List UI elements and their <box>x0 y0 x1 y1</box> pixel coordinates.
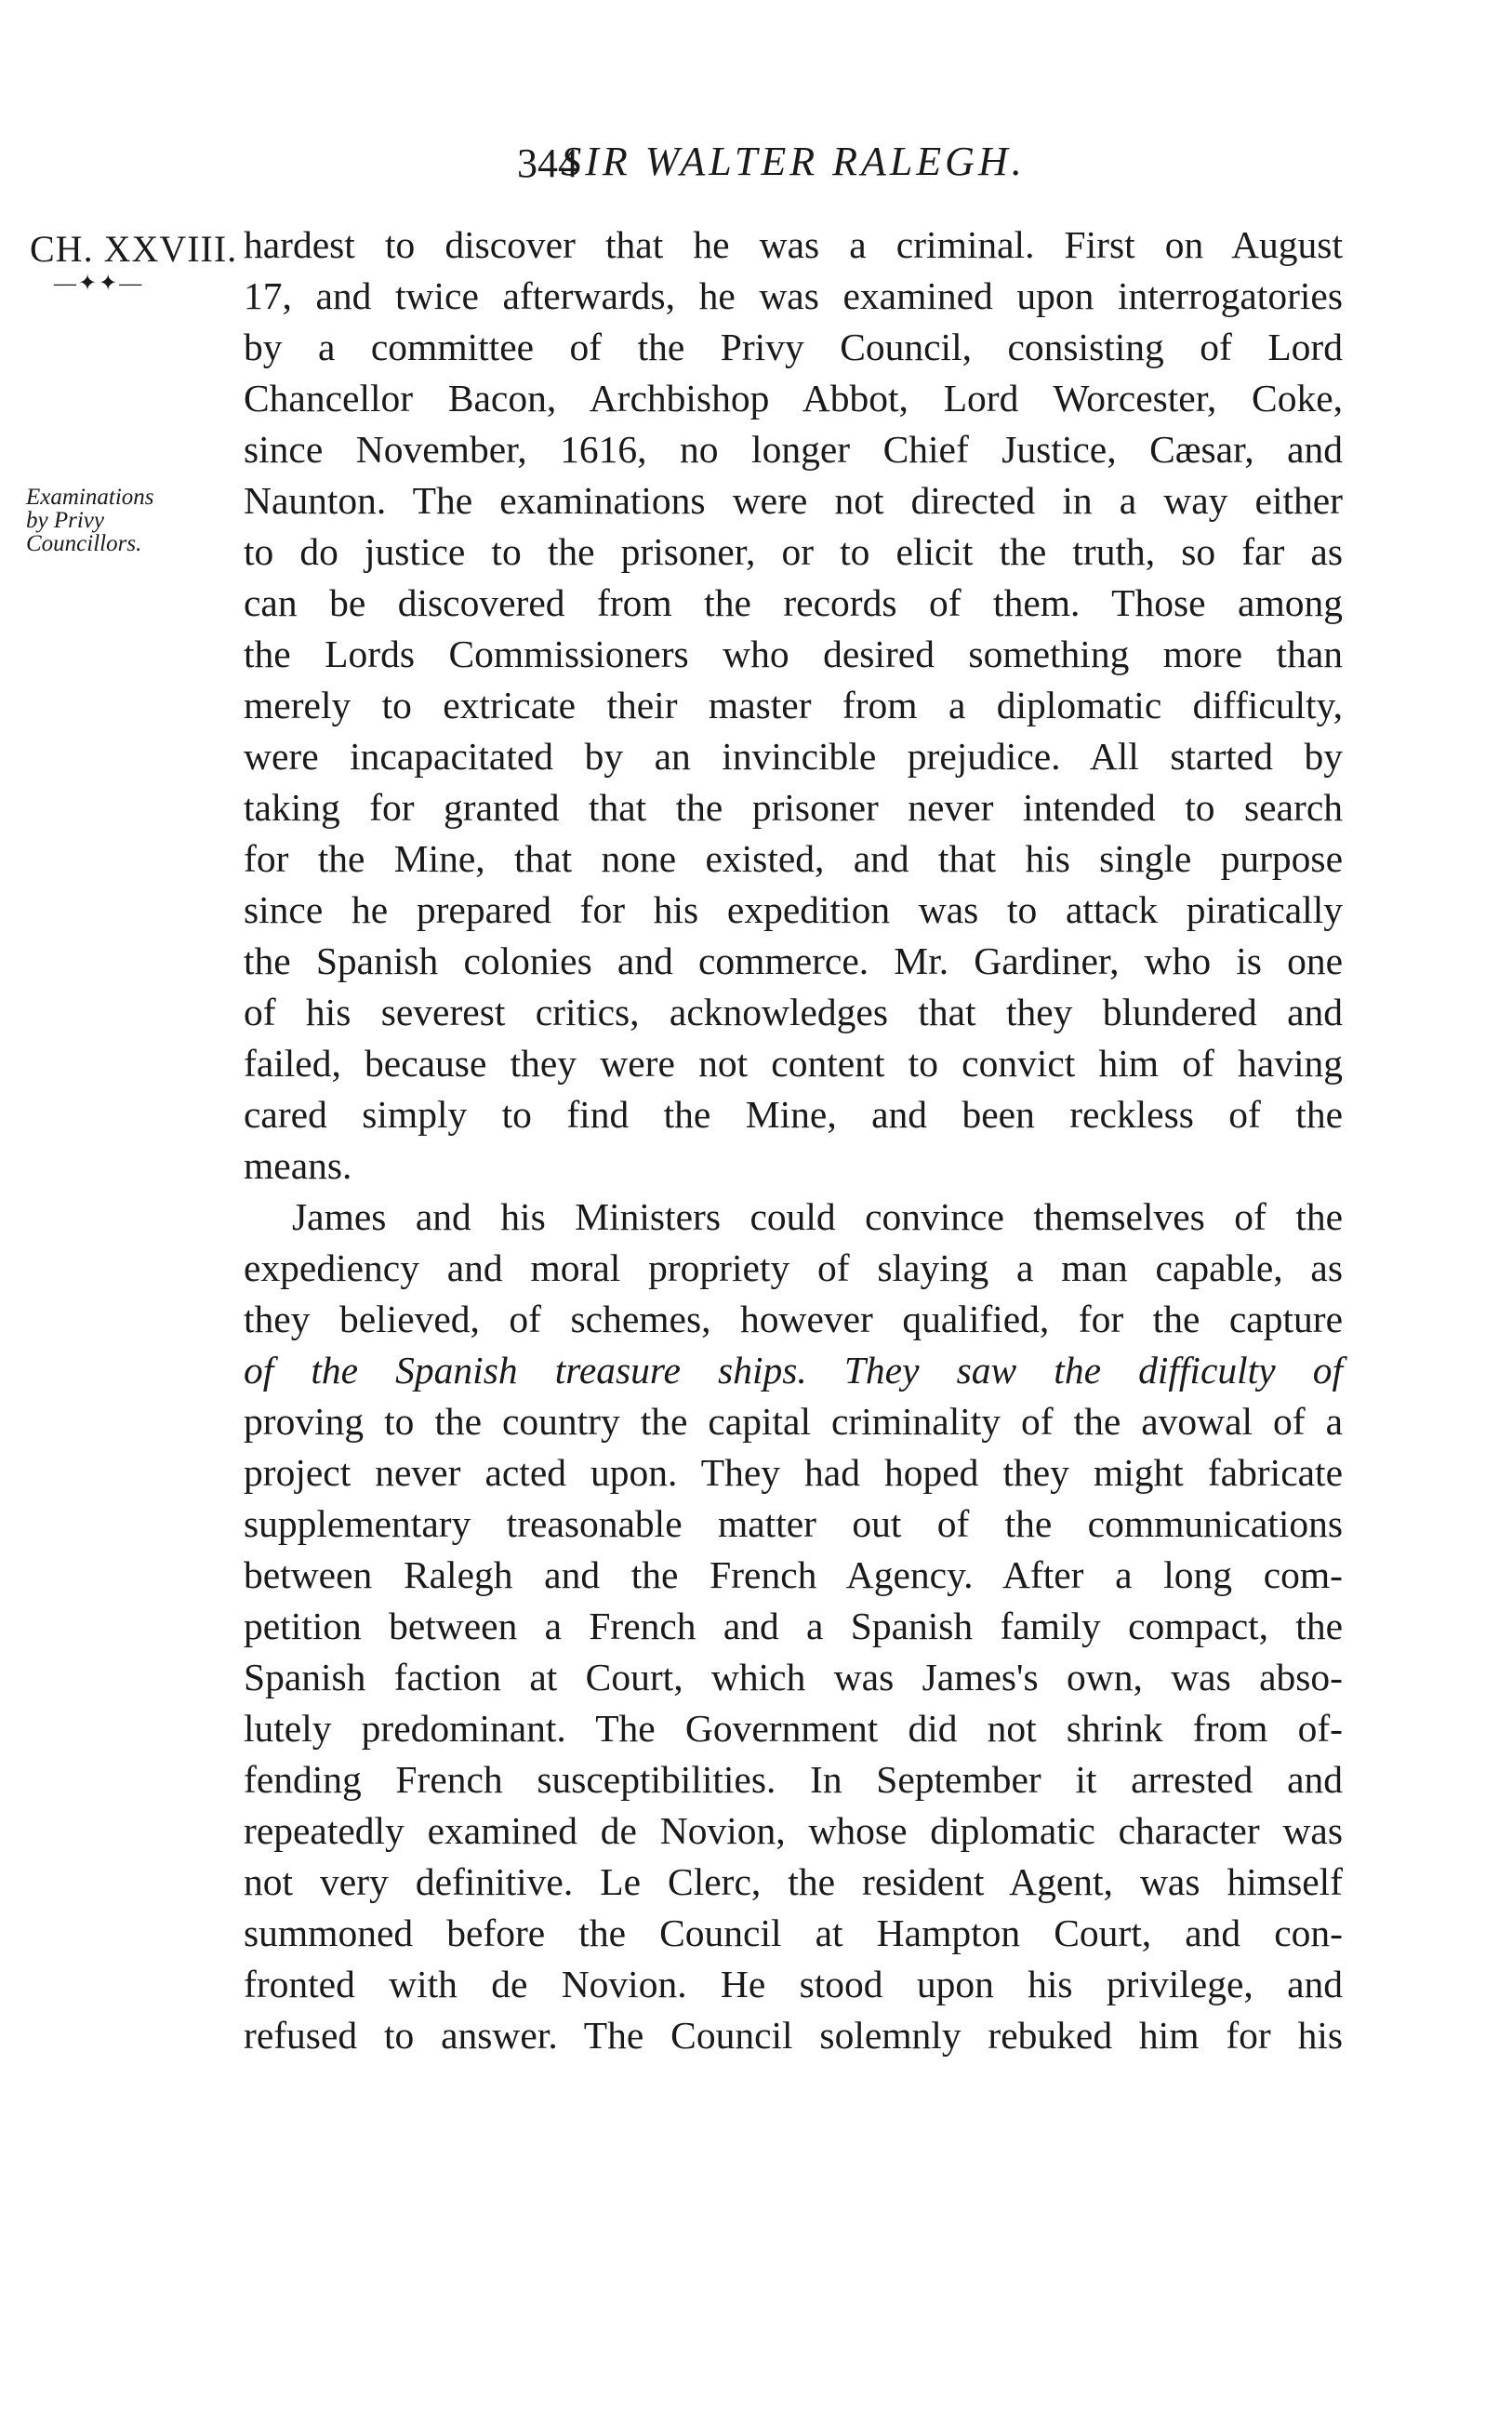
text-line: for the Mine, that none existed, and that his single purpose <box>244 837 1343 880</box>
text-line: were incapacitated by an invincible prejudice. All started by <box>244 735 1343 778</box>
text-line: means. <box>244 1144 352 1187</box>
text-line: hardest to discover that he was a criminal. First on August <box>244 223 1343 266</box>
text-line: Spanish faction at Court, which was James's own, was abso- <box>244 1656 1343 1698</box>
text-line: Naunton. The examinations were not directed in a way either <box>244 479 1343 522</box>
text-line: 17, and twice afterwards, he was examined upon interrogatories <box>244 274 1343 317</box>
text-line: Chancellor Bacon, Archbishop Abbot, Lord Worcester, Coke, <box>244 377 1343 420</box>
sidenote-line: by Privy <box>26 508 104 533</box>
text-line: of his severest critics, acknowledges that they blundered and <box>244 991 1343 1033</box>
text-line: summoned before the Council at Hampton Court, and con- <box>244 1911 1343 1954</box>
text-line: project never acted upon. They had hoped they might fabricate <box>244 1451 1343 1494</box>
text-line: expediency and moral propriety of slaying a man capable, as <box>244 1246 1343 1289</box>
text-line: failed, because they were not content to convict him of having <box>244 1042 1343 1085</box>
text-line: not very definitive. Le Clerc, the resident Agent, was himself <box>244 1860 1343 1903</box>
text-line: refused to answer. The Council solemnly rebuked him for his <box>244 2014 1343 2057</box>
ornament-divider: —✦✦— <box>54 272 144 296</box>
text-line: since November, 1616, no longer Chief Justice, Cæsar, and <box>244 428 1343 471</box>
text-line: the Spanish colonies and commerce. Mr. Gardiner, who is one <box>244 939 1343 982</box>
text-line: taking for granted that the prisoner never intended to search <box>244 786 1343 829</box>
text-line: supplementary treasonable matter out of the communications <box>244 1502 1343 1545</box>
text-line: repeatedly examined de Novion, whose diplomatic character was <box>244 1809 1343 1852</box>
text-line: of the Spanish treasure ships. They saw the difficulty of <box>244 1349 1343 1392</box>
text-line: can be discovered from the records of them. Those among <box>244 581 1343 624</box>
sidenote-line: Councillors. <box>26 531 142 556</box>
running-title: SIR WALTER RALEGH. <box>561 139 1026 184</box>
text-line: by a committee of the Privy Council, consisting of Lord <box>244 326 1343 368</box>
text-line: the Lords Commissioners who desired something more than <box>244 633 1343 675</box>
sidenote-line: Examinations <box>26 485 154 510</box>
text-line: proving to the country the capital criminality of the avowal of a <box>244 1400 1343 1443</box>
text-line: petition between a French and a Spanish family compact, the <box>244 1605 1343 1647</box>
chapter-label: CH. XXVIII. <box>30 228 238 270</box>
body-text <box>244 220 1343 2061</box>
text-line: they believed, of schemes, however qualified, for the capture <box>244 1298 1343 1340</box>
text-line: cared simply to find the Mine, and been reckless of the <box>244 1093 1343 1136</box>
text-line: since he prepared for his expedition was to attack piratically <box>244 888 1343 931</box>
text-line: fronted with de Novion. He stood upon his privilege, and <box>244 1963 1343 2005</box>
text-line: lutely predominant. The Government did not shrink from of- <box>244 1707 1343 1750</box>
paragraph-start-line: James and his Ministers could convince themselves of the <box>292 1195 1343 1238</box>
page-number: 344 <box>517 140 578 186</box>
text-line: fending French susceptibilities. In September it arrested and <box>244 1758 1343 1801</box>
text-line: merely to extricate their master from a diplomatic difficulty, <box>244 684 1343 726</box>
margin-sidenote <box>26 486 240 555</box>
text-line: between Ralegh and the French Agency. After a long com- <box>244 1553 1343 1596</box>
text-line: to do justice to the prisoner, or to elicit the truth, so far as <box>244 530 1343 573</box>
